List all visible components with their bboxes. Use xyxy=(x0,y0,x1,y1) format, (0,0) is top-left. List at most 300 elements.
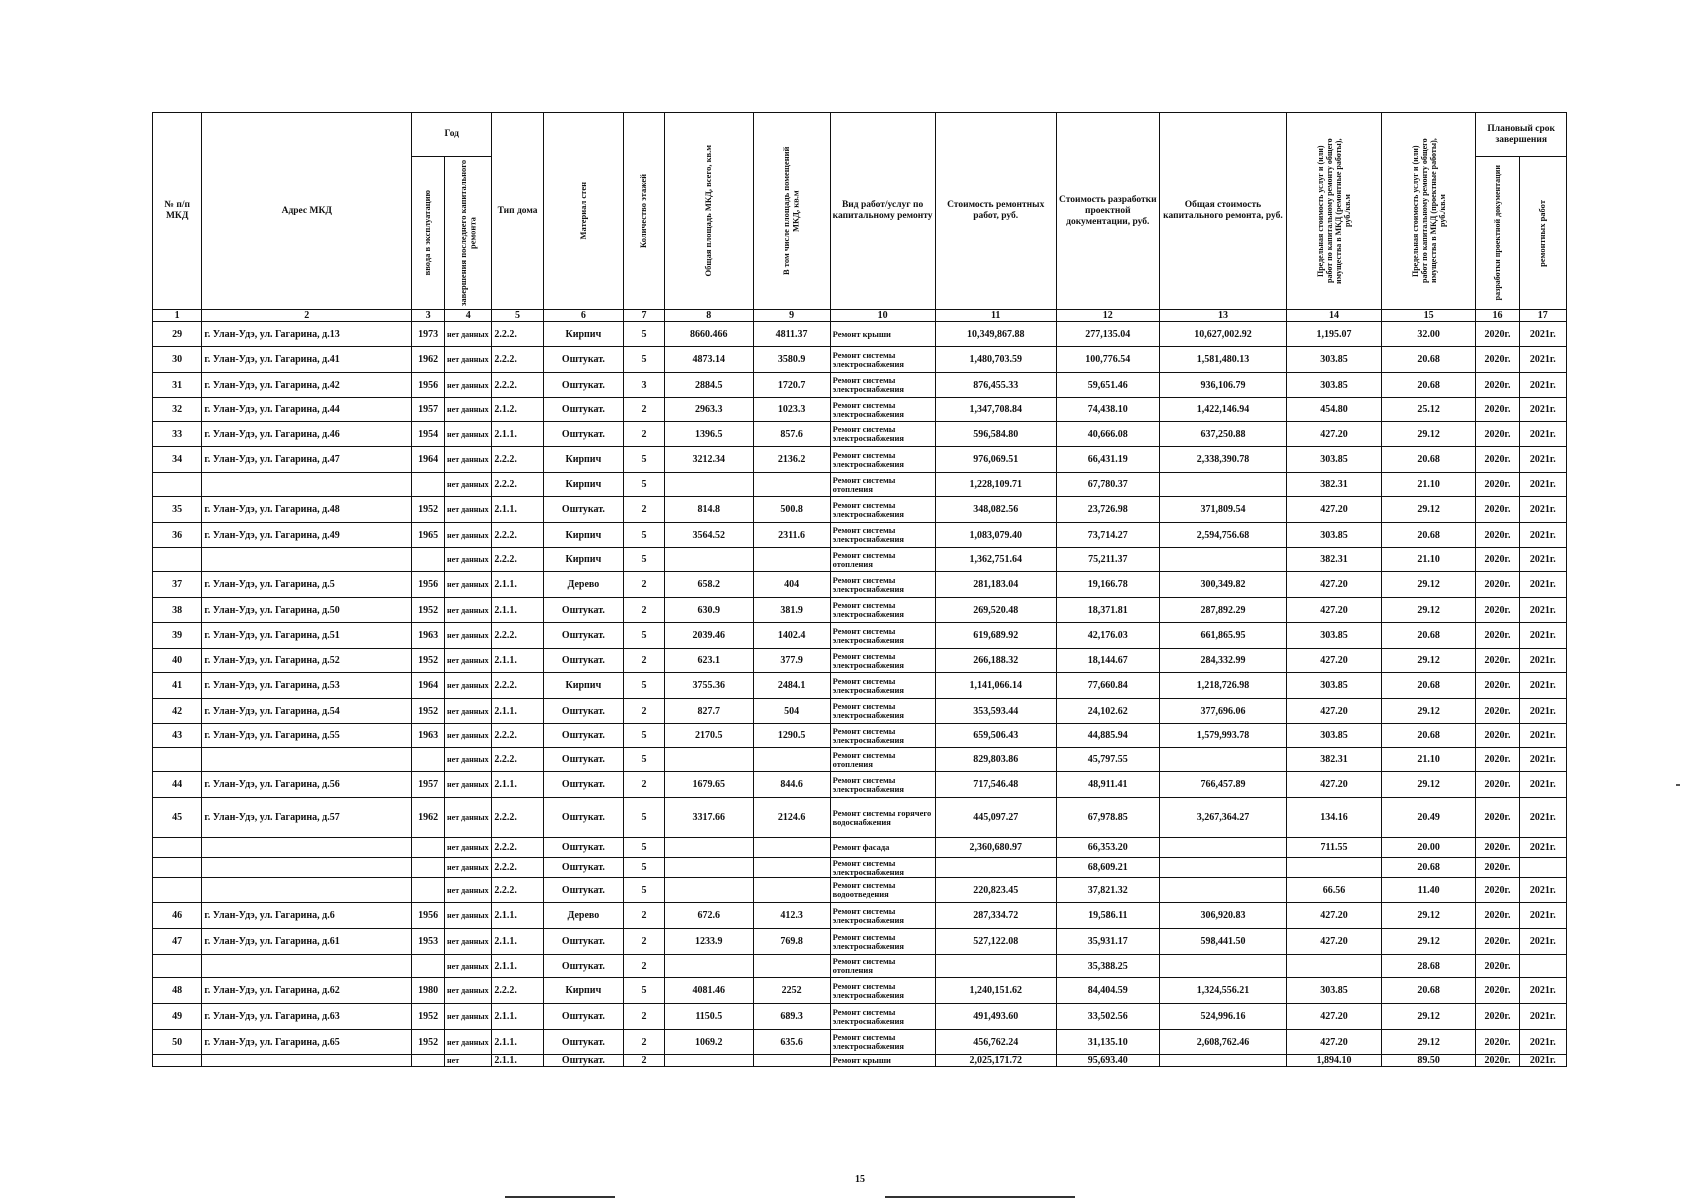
header-commissioning-year: ввода в эксплуатацию xyxy=(412,157,445,310)
limit-repair-cell xyxy=(1287,955,1382,978)
premises-area-cell: 2484.1 xyxy=(753,673,830,699)
house-type-cell: 2.1.1. xyxy=(492,422,543,447)
project-cost-cell: 48,911.41 xyxy=(1056,772,1159,798)
total-area-cell xyxy=(665,858,753,878)
address-cell: г. Улан-Удэ, ул. Гагарина, д.41 xyxy=(202,347,412,373)
house-type-cell: 2.2.2. xyxy=(492,322,543,347)
total-cost-cell: 2,608,762.46 xyxy=(1159,1030,1287,1055)
work-cost-cell: 876,455.33 xyxy=(935,373,1056,398)
work-type-cell: Ремонт системы электроснабжения xyxy=(830,858,935,878)
commissioning-year-cell: 1963 xyxy=(412,724,445,748)
table-row xyxy=(153,422,1567,447)
work-cost-cell: 1,362,751.64 xyxy=(935,548,1056,572)
wall-material-cell: Оштукат. xyxy=(543,373,623,398)
floors-cell: 2 xyxy=(623,497,664,523)
deadline-project-cell: 2020г. xyxy=(1476,523,1519,548)
address-cell: г. Улан-Удэ, ул. Гагарина, д.48 xyxy=(202,497,412,523)
limit-project-cell: 20.00 xyxy=(1381,838,1476,858)
deadline-project-cell: 2020г. xyxy=(1476,473,1519,497)
address-cell xyxy=(202,1055,412,1067)
work-cost-cell: 596,584.80 xyxy=(935,422,1056,447)
commissioning-year-cell xyxy=(412,858,445,878)
last-repair-cell: нет данных xyxy=(445,422,492,447)
wall-material-cell: Оштукат. xyxy=(543,858,623,878)
table-row xyxy=(153,772,1567,798)
premises-area-cell: 635.6 xyxy=(753,1030,830,1055)
address-cell: г. Улан-Удэ, ул. Гагарина, д.13 xyxy=(202,322,412,347)
last-repair-cell: нет данных xyxy=(445,598,492,623)
mkd-number-cell: 44 xyxy=(153,772,202,798)
floors-cell: 2 xyxy=(623,649,664,673)
mkd-number-cell: 46 xyxy=(153,903,202,929)
table-row xyxy=(153,623,1567,649)
project-cost-cell: 37,821.32 xyxy=(1056,878,1159,903)
commissioning-year-cell: 1963 xyxy=(412,623,445,649)
deadline-project-cell: 2020г. xyxy=(1476,748,1519,772)
total-area-cell: 658.2 xyxy=(665,572,753,598)
floors-cell: 5 xyxy=(623,858,664,878)
house-type-cell: 2.1.1. xyxy=(492,598,543,623)
address-cell: г. Улан-Удэ, ул. Гагарина, д.54 xyxy=(202,699,412,724)
commissioning-year-cell: 1956 xyxy=(412,903,445,929)
commissioning-year-cell: 1962 xyxy=(412,798,445,838)
table-row xyxy=(153,673,1567,699)
project-cost-cell: 67,780.37 xyxy=(1056,473,1159,497)
deadline-repair-cell xyxy=(1519,955,1566,978)
wall-material-cell: Кирпич xyxy=(543,447,623,473)
last-repair-cell: нет данных xyxy=(445,838,492,858)
column-number: 6 xyxy=(543,310,623,322)
total-area-cell xyxy=(665,748,753,772)
mkd-number-cell: 31 xyxy=(153,373,202,398)
work-cost-cell: 10,349,867.88 xyxy=(935,322,1056,347)
project-cost-cell: 19,166.78 xyxy=(1056,572,1159,598)
limit-project-cell: 29.12 xyxy=(1381,497,1476,523)
house-type-cell: 2.1.1. xyxy=(492,955,543,978)
commissioning-year-cell: 1957 xyxy=(412,772,445,798)
total-area-cell: 2170.5 xyxy=(665,724,753,748)
limit-repair-cell: 427.20 xyxy=(1287,1030,1382,1055)
column-number: 13 xyxy=(1159,310,1287,322)
table-body xyxy=(153,322,1567,1067)
total-area-cell xyxy=(665,548,753,572)
limit-project-cell: 29.12 xyxy=(1381,903,1476,929)
total-cost-cell: 287,892.29 xyxy=(1159,598,1287,623)
deadline-repair-cell: 2021г. xyxy=(1519,523,1566,548)
header-year: Год xyxy=(412,113,492,157)
deadline-project-cell: 2020г. xyxy=(1476,772,1519,798)
mkd-number-cell: 40 xyxy=(153,649,202,673)
limit-repair-cell: 303.85 xyxy=(1287,724,1382,748)
work-cost-cell: 1,141,066.14 xyxy=(935,673,1056,699)
work-cost-cell: 659,506.43 xyxy=(935,724,1056,748)
floors-cell: 2 xyxy=(623,572,664,598)
address-cell: г. Улан-Удэ, ул. Гагарина, д.51 xyxy=(202,623,412,649)
limit-repair-cell: 427.20 xyxy=(1287,422,1382,447)
limit-repair-cell xyxy=(1287,858,1382,878)
floors-cell: 5 xyxy=(623,748,664,772)
house-type-cell: 2.1.1. xyxy=(492,649,543,673)
header-total-area: Общая площадь МКД, всего, кв.м xyxy=(665,113,753,310)
total-cost-cell: 2,338,390.78 xyxy=(1159,447,1287,473)
address-cell: г. Улан-Удэ, ул. Гагарина, д.5 xyxy=(202,572,412,598)
premises-area-cell xyxy=(753,838,830,858)
header-work-type: Вид работ/услуг по капитальному ремонту xyxy=(830,113,935,310)
table-row xyxy=(153,838,1567,858)
last-repair-cell: нет данных xyxy=(445,1004,492,1030)
work-cost-cell: 976,069.51 xyxy=(935,447,1056,473)
premises-area-cell: 404 xyxy=(753,572,830,598)
work-cost-cell xyxy=(935,858,1056,878)
address-cell: г. Улан-Удэ, ул. Гагарина, д.49 xyxy=(202,523,412,548)
deadline-project-cell: 2020г. xyxy=(1476,649,1519,673)
column-number: 7 xyxy=(623,310,664,322)
floors-cell: 3 xyxy=(623,373,664,398)
project-cost-cell: 68,609.21 xyxy=(1056,858,1159,878)
mkd-number-cell: 37 xyxy=(153,572,202,598)
total-area-cell: 672.6 xyxy=(665,903,753,929)
commissioning-year-cell xyxy=(412,955,445,978)
deadline-repair-cell: 2021г. xyxy=(1519,724,1566,748)
house-type-cell: 2.1.1. xyxy=(492,929,543,955)
project-cost-cell: 74,438.10 xyxy=(1056,398,1159,422)
commissioning-year-cell xyxy=(412,473,445,497)
project-cost-cell: 77,660.84 xyxy=(1056,673,1159,699)
deadline-repair-cell: 2021г. xyxy=(1519,798,1566,838)
address-cell: г. Улан-Удэ, ул. Гагарина, д.46 xyxy=(202,422,412,447)
header-premises-area: В том числе площадь помещений МКД, кв.м xyxy=(753,113,830,310)
house-type-cell: 2.1.1. xyxy=(492,1030,543,1055)
wall-material-cell: Кирпич xyxy=(543,322,623,347)
project-cost-cell: 31,135.10 xyxy=(1056,1030,1159,1055)
work-type-cell: Ремонт системы электроснабжения xyxy=(830,572,935,598)
limit-project-cell: 20.49 xyxy=(1381,798,1476,838)
total-cost-cell: 306,920.83 xyxy=(1159,903,1287,929)
floors-cell: 5 xyxy=(623,724,664,748)
commissioning-year-cell: 1962 xyxy=(412,347,445,373)
total-cost-cell xyxy=(1159,878,1287,903)
total-cost-cell: 524,996.16 xyxy=(1159,1004,1287,1030)
premises-area-cell: 689.3 xyxy=(753,1004,830,1030)
limit-project-cell: 29.12 xyxy=(1381,699,1476,724)
work-type-cell: Ремонт системы электроснабжения xyxy=(830,523,935,548)
address-cell xyxy=(202,548,412,572)
address-cell xyxy=(202,878,412,903)
last-repair-cell: нет данных xyxy=(445,523,492,548)
work-type-cell: Ремонт системы электроснабжения xyxy=(830,699,935,724)
last-repair-cell: нет данных xyxy=(445,548,492,572)
house-type-cell: 2.2.2. xyxy=(492,798,543,838)
total-cost-cell xyxy=(1159,473,1287,497)
last-repair-cell: нет данных xyxy=(445,699,492,724)
mkd-number-cell: 45 xyxy=(153,798,202,838)
limit-project-cell: 29.12 xyxy=(1381,598,1476,623)
mkd-number-cell: 33 xyxy=(153,422,202,447)
total-area-cell xyxy=(665,473,753,497)
premises-area-cell: 377.9 xyxy=(753,649,830,673)
table-row xyxy=(153,347,1567,373)
project-cost-cell: 18,144.67 xyxy=(1056,649,1159,673)
premises-area-cell: 1023.3 xyxy=(753,398,830,422)
house-type-cell: 2.1.1. xyxy=(492,903,543,929)
floors-cell: 2 xyxy=(623,955,664,978)
work-type-cell: Ремонт системы электроснабжения xyxy=(830,649,935,673)
premises-area-cell: 500.8 xyxy=(753,497,830,523)
work-cost-cell: 2,025,171.72 xyxy=(935,1055,1056,1067)
total-area-cell: 1069.2 xyxy=(665,1030,753,1055)
deadline-project-cell: 2020г. xyxy=(1476,955,1519,978)
total-cost-cell xyxy=(1159,838,1287,858)
commissioning-year-cell xyxy=(412,838,445,858)
header-work-cost: Стоимость ремонтных работ, руб. xyxy=(935,113,1056,310)
house-type-cell: 2.1.1. xyxy=(492,1055,543,1067)
work-type-cell: Ремонт системы электроснабжения xyxy=(830,903,935,929)
premises-area-cell: 2136.2 xyxy=(753,447,830,473)
header-total-cost: Общая стоимость капитального ремонта, руб. xyxy=(1159,113,1287,310)
mkd-number-cell xyxy=(153,748,202,772)
premises-area-cell: 844.6 xyxy=(753,772,830,798)
work-type-cell: Ремонт системы электроснабжения xyxy=(830,398,935,422)
floors-cell: 2 xyxy=(623,598,664,623)
wall-material-cell: Кирпич xyxy=(543,978,623,1004)
mkd-number-cell xyxy=(153,548,202,572)
total-area-cell: 1150.5 xyxy=(665,1004,753,1030)
house-type-cell: 2.1.1. xyxy=(492,699,543,724)
wall-material-cell: Оштукат. xyxy=(543,347,623,373)
premises-area-cell xyxy=(753,858,830,878)
table-row xyxy=(153,929,1567,955)
wall-material-cell: Оштукат. xyxy=(543,1055,623,1067)
work-cost-cell: 1,480,703.59 xyxy=(935,347,1056,373)
limit-repair-cell: 303.85 xyxy=(1287,523,1382,548)
limit-project-cell: 21.10 xyxy=(1381,548,1476,572)
work-type-cell: Ремонт системы отопления xyxy=(830,473,935,497)
commissioning-year-cell xyxy=(412,748,445,772)
limit-repair-cell: 303.85 xyxy=(1287,447,1382,473)
work-type-cell: Ремонт системы электроснабжения xyxy=(830,422,935,447)
table-row xyxy=(153,978,1567,1004)
limit-repair-cell: 303.85 xyxy=(1287,373,1382,398)
wall-material-cell: Оштукат. xyxy=(543,598,623,623)
mkd-number-cell: 32 xyxy=(153,398,202,422)
table-row xyxy=(153,598,1567,623)
address-cell: г. Улан-Удэ, ул. Гагарина, д.6 xyxy=(202,903,412,929)
wall-material-cell: Оштукат. xyxy=(543,623,623,649)
floors-cell: 2 xyxy=(623,903,664,929)
commissioning-year-cell: 1952 xyxy=(412,1030,445,1055)
limit-project-cell: 29.12 xyxy=(1381,649,1476,673)
project-cost-cell: 42,176.03 xyxy=(1056,623,1159,649)
address-cell: г. Улан-Удэ, ул. Гагарина, д.42 xyxy=(202,373,412,398)
mkd-number-cell: 41 xyxy=(153,673,202,699)
work-cost-cell: 829,803.86 xyxy=(935,748,1056,772)
mkd-number-cell: 34 xyxy=(153,447,202,473)
work-type-cell: Ремонт системы электроснабжения xyxy=(830,772,935,798)
address-cell: г. Улан-Удэ, ул. Гагарина, д.52 xyxy=(202,649,412,673)
table-row xyxy=(153,447,1567,473)
total-area-cell: 623.1 xyxy=(665,649,753,673)
deadline-project-cell: 2020г. xyxy=(1476,673,1519,699)
deadline-repair-cell: 2021г. xyxy=(1519,772,1566,798)
table-row xyxy=(153,1030,1567,1055)
last-repair-cell: нет данных xyxy=(445,623,492,649)
mkd-number-cell: 36 xyxy=(153,523,202,548)
deadline-repair-cell: 2021г. xyxy=(1519,623,1566,649)
wall-material-cell: Оштукат. xyxy=(543,699,623,724)
wall-material-cell: Оштукат. xyxy=(543,929,623,955)
house-type-cell: 2.2.2. xyxy=(492,748,543,772)
address-cell xyxy=(202,748,412,772)
house-type-cell: 2.2.2. xyxy=(492,673,543,699)
work-cost-cell: 266,188.32 xyxy=(935,649,1056,673)
total-cost-cell: 1,581,480.13 xyxy=(1159,347,1287,373)
deadline-repair-cell: 2021г. xyxy=(1519,929,1566,955)
premises-area-cell: 1402.4 xyxy=(753,623,830,649)
scan-artifact xyxy=(885,1196,1075,1198)
column-number: 8 xyxy=(665,310,753,322)
deadline-repair-cell: 2021г. xyxy=(1519,978,1566,1004)
limit-repair-cell: 303.85 xyxy=(1287,623,1382,649)
project-cost-cell: 277,135.04 xyxy=(1056,322,1159,347)
project-cost-cell: 40,666.08 xyxy=(1056,422,1159,447)
total-cost-cell xyxy=(1159,858,1287,878)
premises-area-cell xyxy=(753,1055,830,1067)
total-area-cell xyxy=(665,838,753,858)
header-last-repair-year: завершения последнего капитального ремонта xyxy=(445,157,492,310)
scan-artifact xyxy=(1676,784,1680,786)
work-type-cell: Ремонт системы электроснабжения xyxy=(830,978,935,1004)
wall-material-cell: Дерево xyxy=(543,572,623,598)
work-type-cell: Ремонт системы электроснабжения xyxy=(830,1004,935,1030)
limit-repair-cell: 1,195.07 xyxy=(1287,322,1382,347)
column-number: 11 xyxy=(935,310,1056,322)
deadline-project-cell: 2020г. xyxy=(1476,398,1519,422)
column-number: 16 xyxy=(1476,310,1519,322)
commissioning-year-cell: 1964 xyxy=(412,673,445,699)
house-type-cell: 2.2.2. xyxy=(492,623,543,649)
mkd-number-cell: 29 xyxy=(153,322,202,347)
premises-area-cell: 857.6 xyxy=(753,422,830,447)
wall-material-cell: Оштукат. xyxy=(543,838,623,858)
floors-cell: 2 xyxy=(623,929,664,955)
commissioning-year-cell: 1956 xyxy=(412,373,445,398)
deadline-project-cell: 2020г. xyxy=(1476,572,1519,598)
table-row xyxy=(153,398,1567,422)
limit-repair-cell: 303.85 xyxy=(1287,347,1382,373)
work-cost-cell: 1,240,151.62 xyxy=(935,978,1056,1004)
work-type-cell: Ремонт системы электроснабжения xyxy=(830,373,935,398)
total-area-cell: 3755.36 xyxy=(665,673,753,699)
mkd-number-cell xyxy=(153,955,202,978)
mkd-number-cell: 43 xyxy=(153,724,202,748)
wall-material-cell: Оштукат. xyxy=(543,422,623,447)
table-row xyxy=(153,1055,1567,1067)
column-number: 12 xyxy=(1056,310,1159,322)
deadline-project-cell: 2020г. xyxy=(1476,598,1519,623)
work-type-cell: Ремонт системы электроснабжения xyxy=(830,447,935,473)
house-type-cell: 2.2.2. xyxy=(492,838,543,858)
wall-material-cell: Кирпич xyxy=(543,523,623,548)
table-row xyxy=(153,322,1567,347)
header-planned-deadline: Плановый срок завершения xyxy=(1476,113,1567,157)
limit-project-cell: 20.68 xyxy=(1381,523,1476,548)
floors-cell: 5 xyxy=(623,798,664,838)
column-number: 1 xyxy=(153,310,202,322)
table-row xyxy=(153,473,1567,497)
total-area-cell: 2884.5 xyxy=(665,373,753,398)
deadline-project-cell: 2020г. xyxy=(1476,422,1519,447)
table-row xyxy=(153,903,1567,929)
premises-area-cell xyxy=(753,748,830,772)
mkd-number-cell xyxy=(153,473,202,497)
premises-area-cell xyxy=(753,473,830,497)
table-row xyxy=(153,523,1567,548)
total-cost-cell: 1,218,726.98 xyxy=(1159,673,1287,699)
column-number: 3 xyxy=(412,310,445,322)
limit-project-cell: 29.12 xyxy=(1381,929,1476,955)
limit-project-cell: 89.50 xyxy=(1381,1055,1476,1067)
limit-repair-cell: 427.20 xyxy=(1287,772,1382,798)
address-cell xyxy=(202,473,412,497)
deadline-project-cell: 2020г. xyxy=(1476,497,1519,523)
address-cell: г. Улан-Удэ, ул. Гагарина, д.56 xyxy=(202,772,412,798)
last-repair-cell: нет данных xyxy=(445,572,492,598)
wall-material-cell: Оштукат. xyxy=(543,1030,623,1055)
work-type-cell: Ремонт крыши xyxy=(830,1055,935,1067)
total-cost-cell: 284,332.99 xyxy=(1159,649,1287,673)
limit-repair-cell: 382.31 xyxy=(1287,748,1382,772)
floors-cell: 5 xyxy=(623,473,664,497)
floors-cell: 5 xyxy=(623,623,664,649)
work-cost-cell: 1,347,708.84 xyxy=(935,398,1056,422)
commissioning-year-cell: 1980 xyxy=(412,978,445,1004)
house-type-cell: 2.2.2. xyxy=(492,347,543,373)
table-row xyxy=(153,798,1567,838)
work-cost-cell: 287,334.72 xyxy=(935,903,1056,929)
work-type-cell: Ремонт системы электроснабжения xyxy=(830,623,935,649)
wall-material-cell: Оштукат. xyxy=(543,878,623,903)
wall-material-cell: Оштукат. xyxy=(543,649,623,673)
deadline-repair-cell: 2021г. xyxy=(1519,748,1566,772)
project-cost-cell: 59,651.46 xyxy=(1056,373,1159,398)
deadline-project-cell: 2020г. xyxy=(1476,929,1519,955)
mkd-number-cell: 35 xyxy=(153,497,202,523)
house-type-cell: 2.1.1. xyxy=(492,772,543,798)
house-type-cell: 2.1.2. xyxy=(492,398,543,422)
table-row xyxy=(153,878,1567,903)
deadline-repair-cell: 2021г. xyxy=(1519,473,1566,497)
header-limit-project: Предельная стоимость услуг и (или) работ по капитальному ремонту общего имущества в МКД (проектные работы), руб./кв.м xyxy=(1381,113,1476,310)
capital-repair-table-sheet xyxy=(152,112,1567,1067)
last-repair-cell: нет xyxy=(445,1055,492,1067)
house-type-cell: 2.1.1. xyxy=(492,1004,543,1030)
work-type-cell: Ремонт крыши xyxy=(830,322,935,347)
last-repair-cell: нет данных xyxy=(445,373,492,398)
total-cost-cell xyxy=(1159,955,1287,978)
last-repair-cell: нет данных xyxy=(445,473,492,497)
deadline-project-cell: 2020г. xyxy=(1476,447,1519,473)
limit-project-cell: 29.12 xyxy=(1381,422,1476,447)
total-area-cell xyxy=(665,955,753,978)
premises-area-cell: 3580.9 xyxy=(753,347,830,373)
limit-project-cell: 29.12 xyxy=(1381,572,1476,598)
limit-repair-cell: 303.85 xyxy=(1287,978,1382,1004)
last-repair-cell: нет данных xyxy=(445,798,492,838)
commissioning-year-cell: 1965 xyxy=(412,523,445,548)
project-cost-cell: 73,714.27 xyxy=(1056,523,1159,548)
deadline-repair-cell: 2021г. xyxy=(1519,447,1566,473)
total-area-cell: 3317.66 xyxy=(665,798,753,838)
